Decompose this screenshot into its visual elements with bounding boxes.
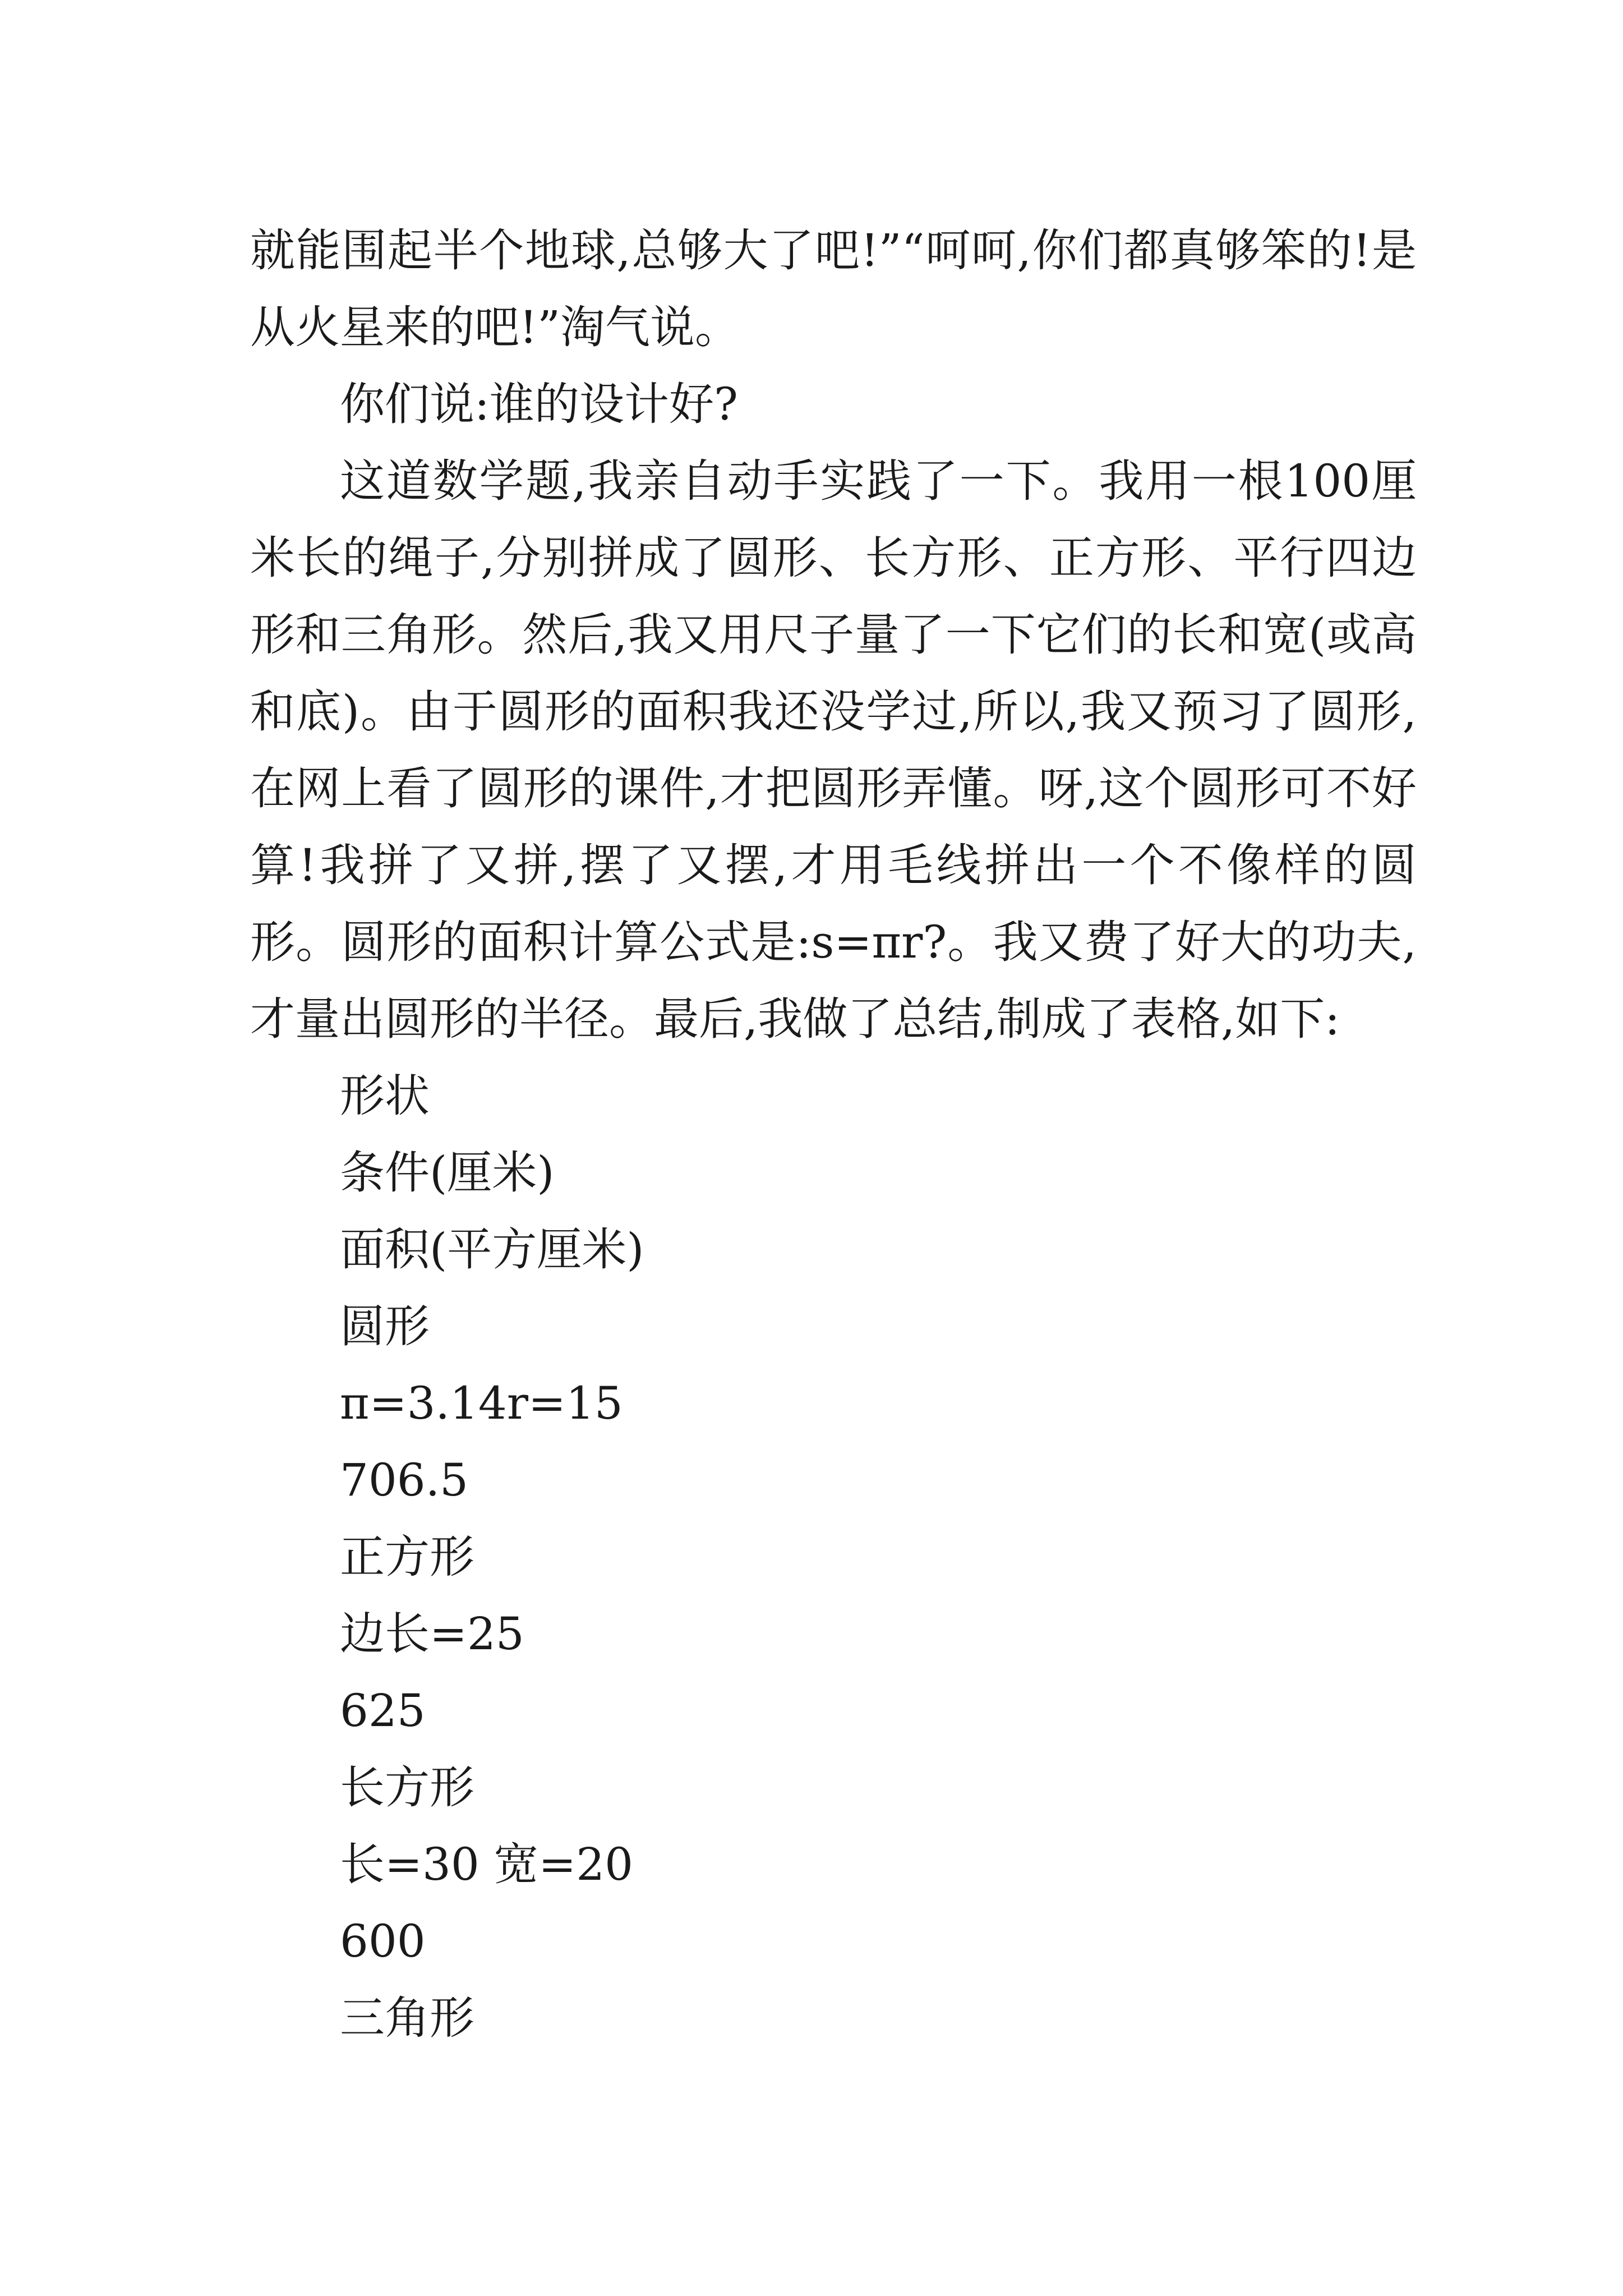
table-cell-square-area: 625 — [340, 1685, 426, 1737]
table-header-area: 面积(平方厘米) — [340, 1223, 644, 1276]
table-cell-circle-area: 706.5 — [340, 1454, 469, 1506]
table-cell-rectangle-condition: 长=30 宽=20 — [340, 1838, 634, 1890]
paragraph-experiment: 这道数学题,我亲自动手实践了一下。我用一根100厘米长的绳子,分别拼成了圆形、长方形、正方形、平行四边形和三角形。然后,我又用尺子量了一下它们的长和宽(或高和底)。由于圆形的面积我还没学过,所以,我又预习了圆形,在网上看了圆形的课件,才把圆形弄懂。呀,这个圆形可不好算!我拼了又拼,摆了又摆,才用毛线拼出一个不像样的圆形。圆形的面积计算公式是:s=πr?。我又费了好大的功夫,才量出圆形的半径。最后,我做了总结,制成了表格,如下: — [250, 455, 1417, 1045]
table-cell-triangle: 三角形 — [340, 1992, 474, 2044]
table-cell-circle: 圆形 — [340, 1300, 430, 1352]
document-body — [250, 212, 1417, 2056]
table-cell-square-condition: 边长=25 — [340, 1608, 524, 1660]
paragraph-continuation: 就能围起半个地球,总够大了吧!”“呵呵,你们都真够笨的!是从火星来的吧!”淘气说。 — [250, 224, 1417, 353]
paragraph-question: 你们说:谁的设计好? — [340, 378, 738, 430]
table-cell-rectangle: 长方形 — [340, 1761, 474, 1814]
table-header-shape: 形状 — [340, 1070, 430, 1122]
table-header-condition: 条件(厘米) — [340, 1147, 555, 1199]
table-cell-square: 正方形 — [340, 1531, 474, 1583]
shape-table-list — [250, 1057, 1417, 2056]
table-cell-circle-condition: π=3.14r=15 — [340, 1377, 623, 1429]
table-cell-rectangle-area: 600 — [340, 1915, 426, 1967]
